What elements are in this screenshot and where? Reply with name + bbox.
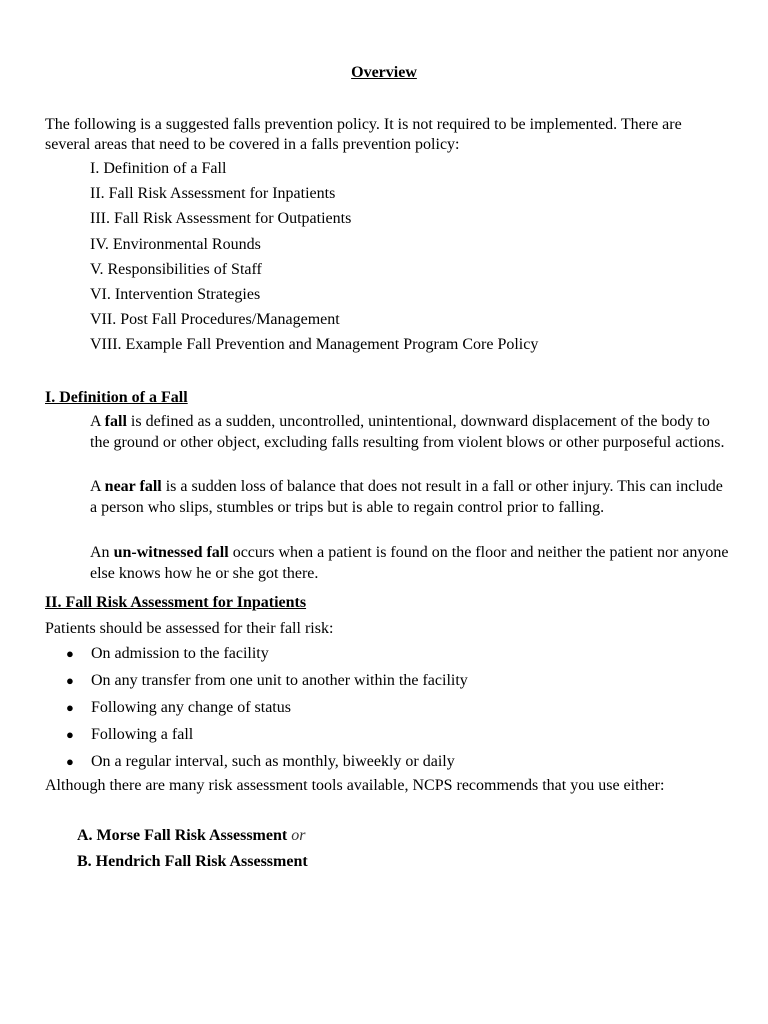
option-morse bbox=[77, 826, 305, 846]
intro-paragraph: The following is a suggested falls prevention policy. It is not required to be implemented. There are several areas that need to be covered in a falls prevention policy: bbox=[45, 116, 682, 153]
near-fall-text: is a sudden loss of balance that does not result in a fall or other injury. This can include a person who slips, stumbles or trips but is able to regain control prior to falling. bbox=[90, 478, 723, 516]
section-heading-inpatients: II. Fall Risk Assessment for Inpatients bbox=[45, 594, 307, 611]
policy-areas-list bbox=[90, 159, 538, 361]
page-title: Overview bbox=[351, 64, 417, 81]
list-item bbox=[66, 725, 468, 752]
fall-term: fall bbox=[104, 413, 127, 430]
bullet-icon: ● bbox=[66, 754, 74, 769]
list-item bbox=[66, 644, 468, 671]
list-item: V. Responsibilities of Staff bbox=[90, 260, 262, 278]
assessment-times-list bbox=[66, 644, 468, 779]
bullet-icon: ● bbox=[66, 727, 74, 742]
bullet-icon: ● bbox=[66, 700, 74, 715]
option-hendrich: B. Hendrich Fall Risk Assessment bbox=[77, 853, 308, 870]
bullet-text: On a regular interval, such as monthly, biweekly or daily bbox=[91, 753, 455, 770]
list-item: I. Definition of a Fall bbox=[90, 160, 227, 177]
assessment-lead: Patients should be assessed for their fall risk: bbox=[45, 620, 334, 637]
list-item bbox=[66, 752, 468, 779]
list-item: VII. Post Fall Procedures/Management bbox=[90, 311, 340, 329]
option-a-text: A. Morse Fall Risk Assessment bbox=[77, 827, 288, 844]
fall-prefix: A bbox=[90, 413, 105, 430]
bullet-text: On any transfer from one unit to another within the facility bbox=[91, 672, 468, 689]
near-fall-definition bbox=[90, 477, 730, 518]
bullet-text: Following any change of status bbox=[91, 699, 291, 716]
list-item: IV. Environmental Rounds bbox=[90, 235, 261, 253]
list-item: III. Fall Risk Assessment for Outpatients bbox=[90, 210, 352, 228]
unwitnessed-text: occurs when a patient is found on the floor and neither the patient nor anyone else knows how he or she got there. bbox=[90, 544, 729, 582]
list-item: II. Fall Risk Assessment for Inpatients bbox=[90, 185, 336, 203]
unwitnessed-term: un-witnessed fall bbox=[113, 544, 229, 561]
fall-definition bbox=[90, 412, 730, 453]
bullet-icon: ● bbox=[66, 646, 74, 661]
bullet-text: On admission to the facility bbox=[91, 645, 269, 662]
tools-paragraph: Although there are many risk assessment tools available, NCPS recommends that you use either: bbox=[45, 777, 665, 794]
section-heading-definition: I. Definition of a Fall bbox=[45, 389, 188, 406]
unwitnessed-prefix: An bbox=[90, 544, 114, 561]
unwitnessed-fall-definition bbox=[90, 543, 730, 584]
bullet-icon: ● bbox=[66, 673, 74, 688]
list-item: VIII. Example Fall Prevention and Management Program Core Policy bbox=[90, 336, 539, 354]
list-item bbox=[66, 671, 468, 698]
option-or-text: or bbox=[291, 827, 306, 844]
near-fall-term: near fall bbox=[104, 478, 162, 495]
fall-text: is defined as a sudden, uncontrolled, unintentional, downward displacement of the body to the ground or other object, excluding falls resulting from violent blows or other purposeful actions. bbox=[90, 413, 725, 451]
list-item: VI. Intervention Strategies bbox=[90, 285, 261, 303]
list-item bbox=[66, 698, 468, 725]
bullet-text: Following a fall bbox=[91, 726, 194, 743]
near-fall-prefix: A bbox=[90, 478, 105, 495]
